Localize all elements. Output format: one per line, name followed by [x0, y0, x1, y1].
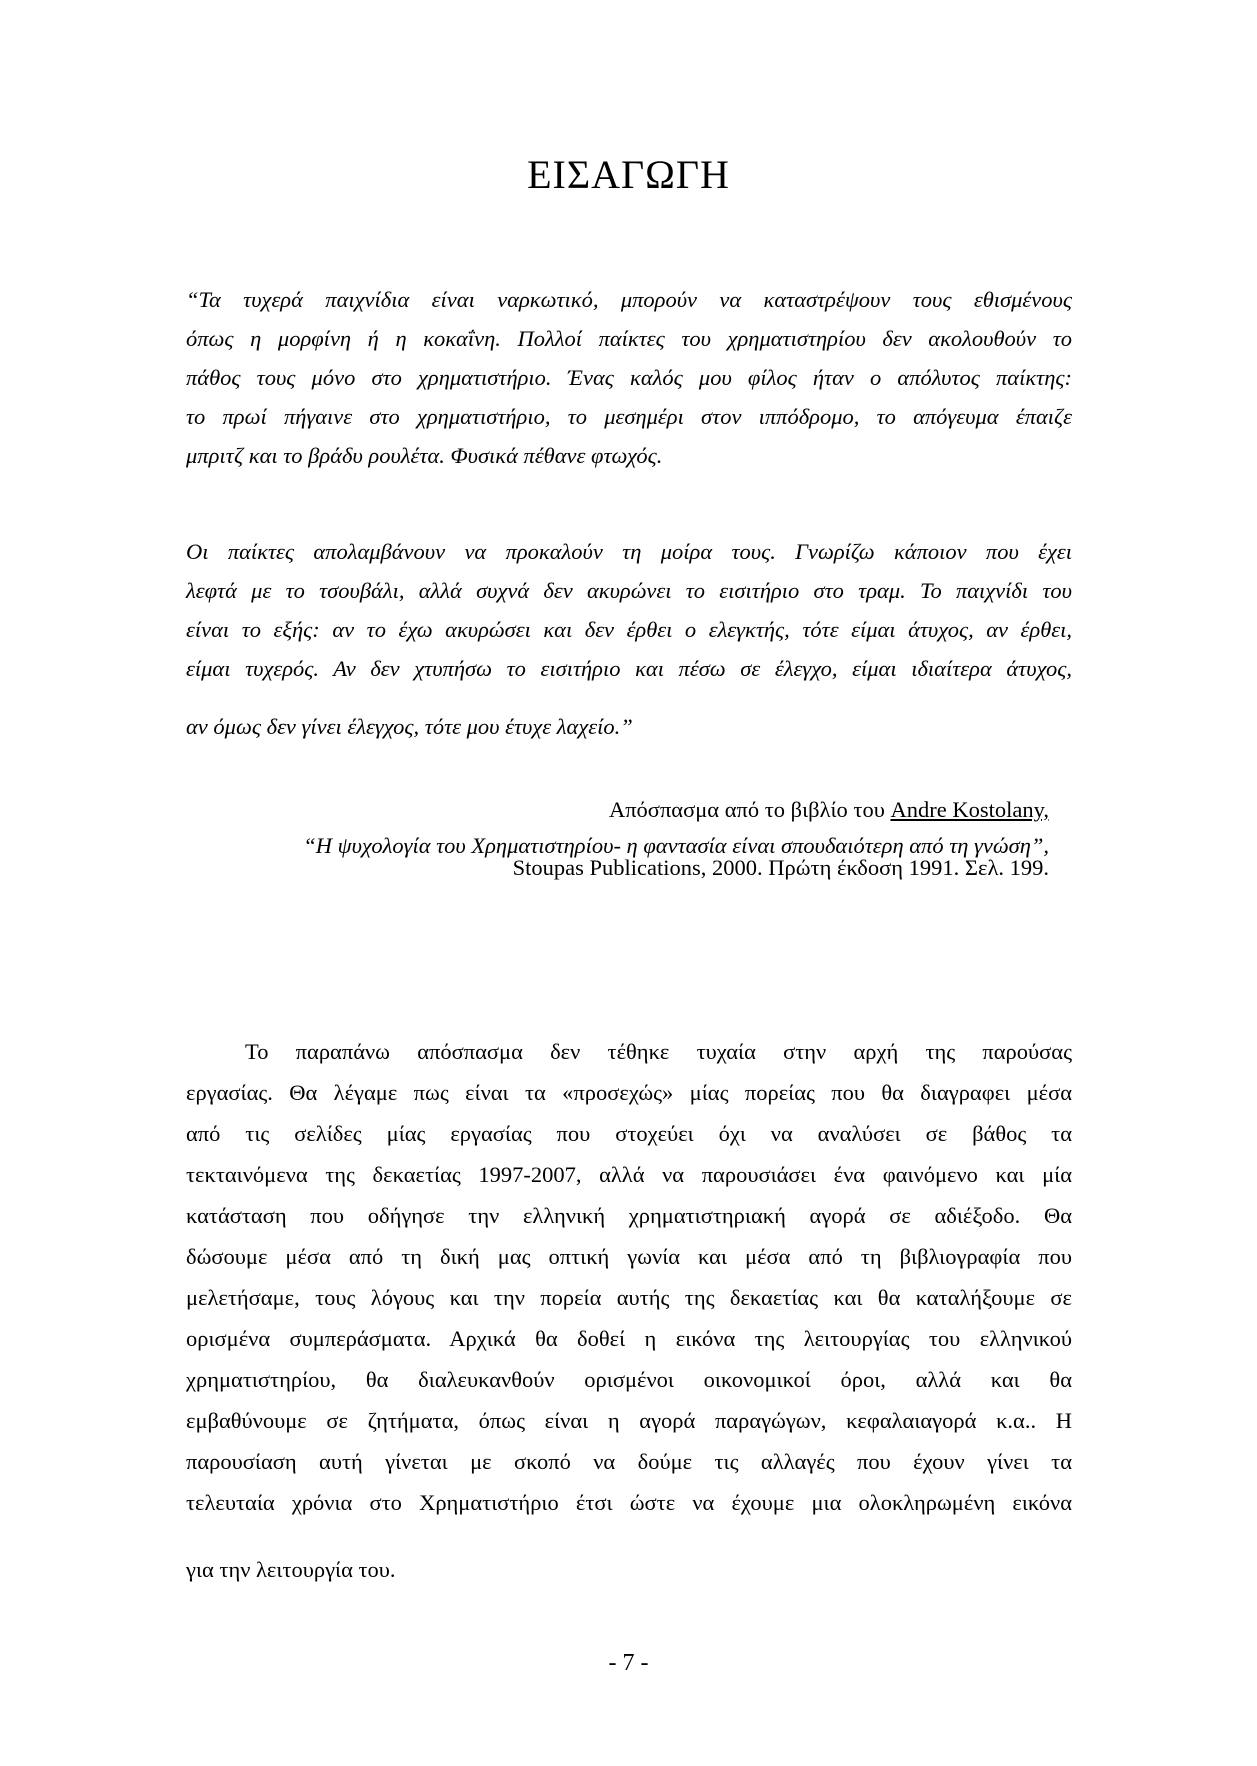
- quote-line: Οι παίκτες απολαμβάνουν να προκαλούν τη μοίρα τους. Γνωρίζω κάποιον που έχει: [186, 539, 1072, 564]
- source-publisher: [513, 853, 1049, 883]
- quote-line: πάθος τους μόνο στο χρηματιστήριο. Ένας καλός μου φίλος ήταν ο απόλυτος παίκτης:: [186, 365, 1072, 390]
- body-line: δώσουμε μέσα από τη δική μας οπτική γωνία και μέσα από τη βιβλιογραφία που: [186, 1244, 1072, 1269]
- body-line: εργασίας. Θα λέγαμε πως είναι τα «προσεχώς» μίας πορείας που θα διαγραφει μέσα: [186, 1080, 1072, 1105]
- page-number: - 7 -: [608, 1650, 649, 1676]
- body-line: τελευταία χρόνια στο Χρηματιστήριο έτσι ώστε να έχουμε μια ολοκληρωμένη εικόνα: [186, 1490, 1072, 1515]
- page-title: ΕΙΣΑΓΩΓΗ: [527, 152, 730, 197]
- body-line: για την λειτουργία του.: [186, 1557, 396, 1582]
- body-line: τεκταινόμενα της δεκαετίας 1997-2007, αλλά να παρουσιάσει ένα φαινόμενο και μία: [186, 1162, 1072, 1187]
- author-link: Andre Kostolany,: [890, 797, 1049, 822]
- quote-line: μπριτζ και το βράδυ ρουλέτα. Φυσικά πέθανε φτωχός.: [186, 443, 663, 468]
- quote-line: αν όμως δεν γίνει έλεγχος, τότε μου έτυχε λαχείο.”: [186, 714, 633, 739]
- publisher-line: Stoupas Publications, 2000. Πρώτη έκδοση 1991. Σελ. 199.: [512, 855, 1049, 880]
- quote-line: είναι το εξής: αν το έχω ακυρώσει και δεν έρθει ο ελεγκτής, τότε είμαι άτυχος, αν έρθει,: [186, 617, 1072, 642]
- body-line: παρουσίαση αυτή γίνεται με σκοπό να δούμε τις αλλαγές που έχουν γίνει τα: [186, 1449, 1072, 1474]
- source-prefix: Απόσπασμα από το βιβλίο του: [608, 797, 891, 822]
- body-line: ορισμένα συμπεράσματα. Αρχικά θα δοθεί η εικόνα της λειτουργίας του ελληνικού: [186, 1326, 1072, 1351]
- body-line: κατάσταση που οδήγησε την ελληνική χρηματιστηριακή αγορά σε αδιέξοδο. Θα: [186, 1203, 1072, 1228]
- body-line: από τις σελίδες μίας εργασίας που στοχεύει όχι να αναλύσει σε βάθος τα: [186, 1121, 1072, 1146]
- quote-line: είμαι τυχερός. Αν δεν χτυπήσω το εισιτήριο και πέσω σε έλεγχο, είμαι ιδιαίτερα άτυχος,: [186, 656, 1072, 681]
- quote-line: το πρωί πήγαινε στο χρηματιστήριο, το μεσημέρι στον ιππόδρομο, το απόγευμα έπαιζε: [186, 404, 1072, 429]
- quote-line: “Τα τυχερά παιχνίδια είναι ναρκωτικό, μπορούν να καταστρέψουν τους εθισμένους: [186, 287, 1072, 312]
- body-line: χρηματιστηρίου, θα διαλευκανθούν ορισμένοι οικονομικοί όροι, αλλά και θα: [186, 1367, 1072, 1392]
- quote-line: όπως η μορφίνη ή η κοκαΐνη. Πολλοί παίκτες του χρηματιστηρίου δεν ακολουθούν το: [186, 326, 1072, 351]
- book-title: “Η ψυχολογία του Χρηματιστηρίου- η φαντασία είναι σπουδαιότερη από τη γνώση”,: [303, 833, 1049, 858]
- body-line: Το παραπάνω απόσπασμα δεν τέθηκε τυχαία στην αρχή της παρούσας: [245, 1039, 1072, 1064]
- body-line: μελετήσαμε, τους λόγους και την πορεία αυτής της δεκαετίας και θα καταλήξουμε σε: [186, 1285, 1072, 1310]
- body-line: εμβαθύνουμε σε ζητήματα, όπως είναι η αγορά παραγώγων, κεφαλαιαγορά κ.α.. Η: [186, 1408, 1072, 1433]
- quote-line: λεφτά με το τσουβάλι, αλλά συχνά δεν ακυρώνει το εισιτήριο στο τραμ. Το παιχνίδι του: [186, 578, 1072, 603]
- source-line-1: [609, 795, 1049, 825]
